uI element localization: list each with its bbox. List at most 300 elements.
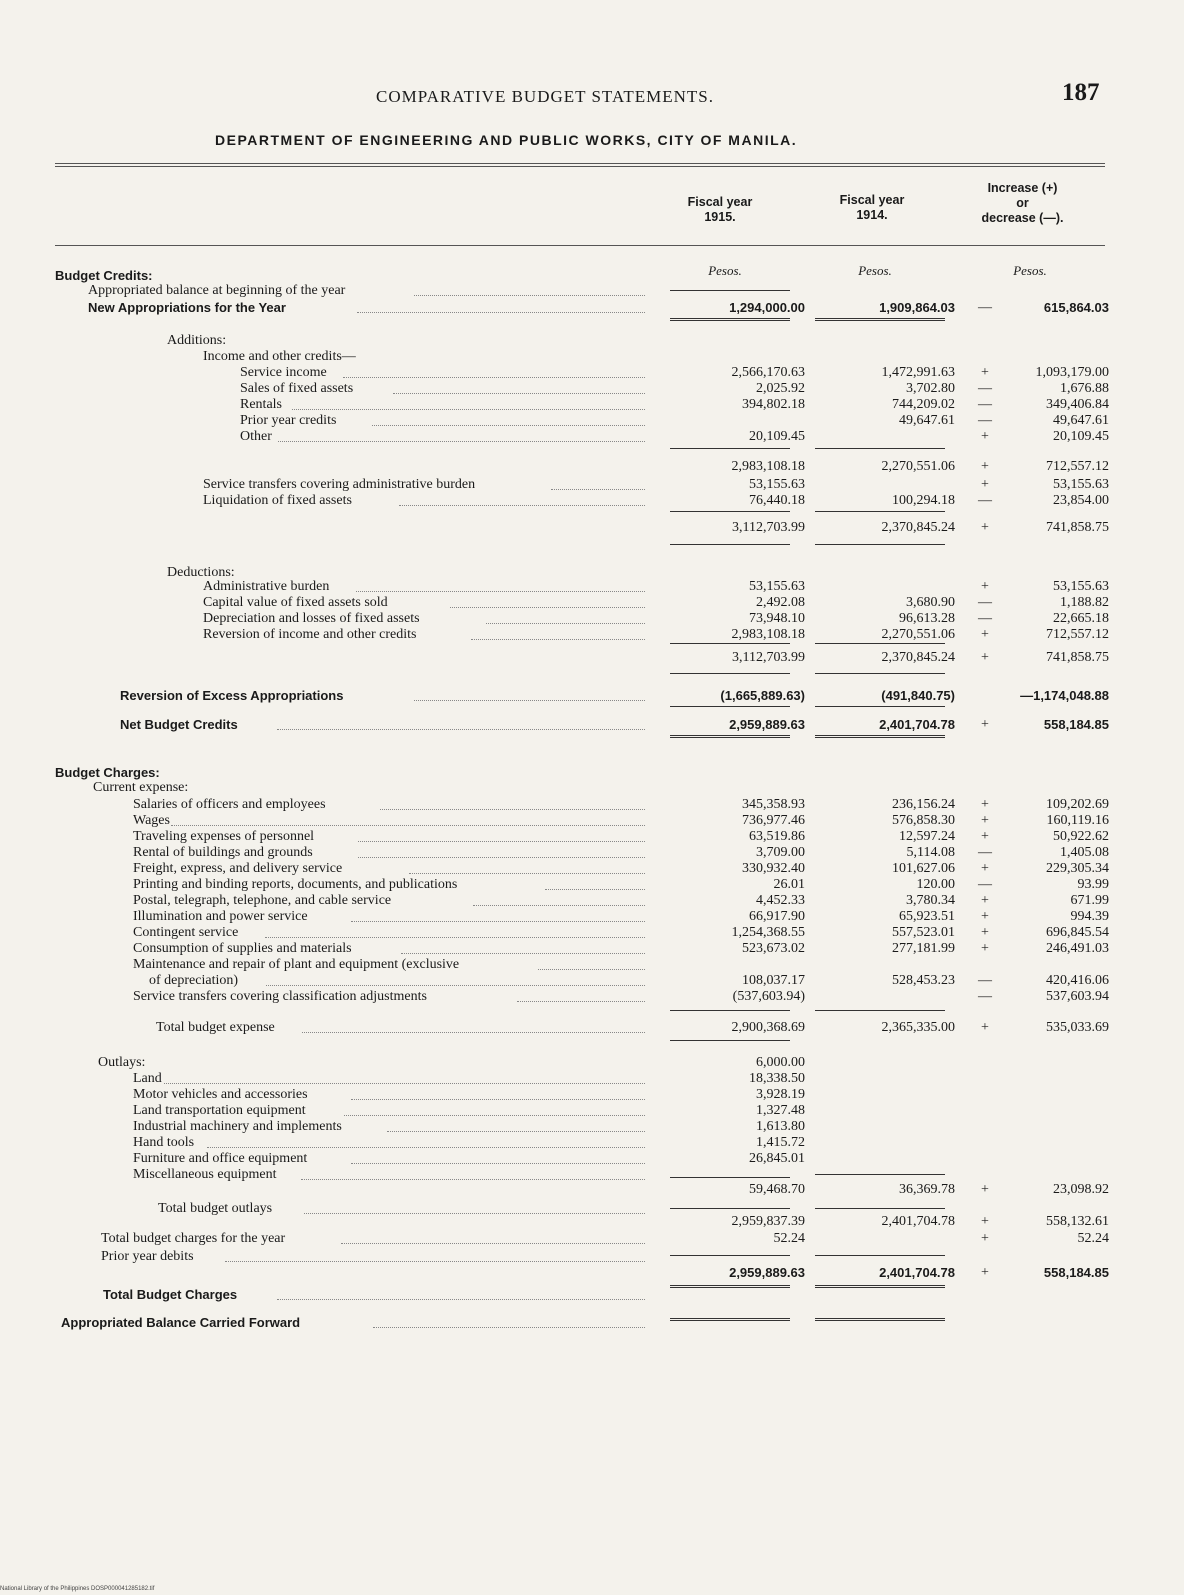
total-rule [670,290,790,291]
table-row [0,688,1184,704]
table-row [0,349,1184,365]
value-change: 20,109.45 [1053,429,1109,444]
table-row [0,989,1184,1005]
value-change: 558,184.85 [1043,1265,1109,1280]
value-1914: 96,613.28 [899,611,955,626]
dot-leader [358,845,645,858]
value-1915: 2,959,889.63 [729,717,805,732]
table-row [0,333,1184,349]
change-sign: — [978,413,992,428]
value-change: 50,922.62 [1053,829,1109,844]
total-rule [815,706,945,707]
row-label: Reversion of income and other credits [203,627,417,642]
value-change: 994.39 [1070,909,1109,924]
row-label: Rental of buildings and grounds [133,845,313,860]
table-row [0,1071,1184,1087]
row-label: Net Budget Credits [120,717,238,732]
change-sign: + [981,861,989,876]
row-label: Outlays: [98,1055,146,1070]
value-1915: 6,000.00 [756,1055,805,1070]
total-rule [670,1318,790,1321]
dot-leader [372,413,645,426]
change-sign: — [978,973,992,988]
column-header-change: Increase (+) or decrease (—). [981,181,1064,225]
table-row [0,381,1184,397]
table-row [0,1265,1184,1281]
table-row [0,520,1184,536]
value-1915: 18,338.50 [749,1071,805,1086]
value-1914: 2,401,704.78 [881,1214,955,1229]
value-1915: 2,959,837.39 [731,1214,805,1229]
value-1914: 3,680.90 [906,595,955,610]
value-1915: 2,566,170.63 [731,365,805,380]
row-label: Budget Charges: [55,765,160,780]
running-head [0,79,1184,111]
table-row [0,611,1184,627]
divider [55,245,1105,246]
change-sign: + [981,1231,989,1246]
total-rule [670,1010,790,1011]
value-change: 741,858.75 [1046,650,1109,665]
dot-leader [373,1315,645,1328]
table-row [0,1231,1184,1247]
row-label: Salaries of officers and employees [133,797,326,812]
table-row [0,459,1184,475]
total-rule [815,673,945,674]
change-sign: — [978,300,992,315]
row-label: Service income [240,365,327,380]
value-1914: 2,401,704.78 [879,717,955,732]
dot-leader [473,893,645,906]
dot-leader [164,1071,645,1084]
value-change: 535,033.69 [1046,1020,1109,1035]
dot-leader [277,717,645,730]
value-1915: 3,928.19 [756,1087,805,1102]
value-change: 229,305.34 [1046,861,1109,876]
row-label: Prior year debits [101,1249,194,1264]
row-label: Depreciation and losses of fixed assets [203,611,420,626]
change-sign: + [981,520,989,535]
value-1915: 59,468.70 [749,1182,805,1197]
row-label: Appropriated Balance Carried Forward [61,1315,301,1330]
change-sign: + [981,429,989,444]
dot-leader [551,477,645,490]
value-1915: 52.24 [773,1231,805,1246]
change-sign: + [981,893,989,908]
table-row [0,1135,1184,1151]
row-label: Illumination and power service [133,909,308,924]
column-header-1914: Fiscal year 1914. [839,193,905,222]
value-1915: 2,900,368.69 [731,1020,805,1035]
value-change: 741,858.75 [1046,520,1109,535]
table-row [0,1055,1184,1071]
table-row [0,861,1184,877]
value-1914: 2,370,845.24 [881,650,955,665]
running-title: COMPARATIVE BUDGET STATEMENTS. [376,87,714,106]
value-1914: 3,780.34 [906,893,955,908]
value-1914: 2,401,704.78 [879,1265,955,1280]
table-row [0,1087,1184,1103]
table-row [0,813,1184,829]
value-1915: 523,673.02 [742,941,805,956]
value-1915: 736,977.46 [742,813,805,828]
change-sign: — [978,595,992,610]
value-1915: 1,294,000.00 [729,300,805,315]
value-1914: 36,369.78 [899,1182,955,1197]
row-label: Hand tools [133,1135,195,1150]
table-row [0,429,1184,445]
total-rule [815,735,945,738]
dot-leader [414,283,645,296]
value-1915: 1,415.72 [756,1135,805,1150]
value-1914: 277,181.99 [892,941,955,956]
value-1914: 744,209.02 [892,397,955,412]
value-1914: 2,370,845.24 [881,520,955,535]
table-row [0,717,1184,733]
value-change: 1,093,179.00 [1035,365,1109,380]
change-sign: + [981,1182,989,1197]
value-1915: 2,983,108.18 [731,627,805,642]
row-label: Total Budget Charges [103,1287,238,1302]
total-rule [815,1255,945,1256]
value-1915: 1,254,368.55 [731,925,805,940]
change-sign: — [978,989,992,1004]
value-1914: 2,365,335.00 [881,1020,955,1035]
dot-leader [207,1135,645,1148]
dot-leader [266,973,645,986]
dot-leader [301,1167,645,1180]
total-rule [670,1285,790,1288]
value-change: 1,188.82 [1060,595,1109,610]
total-rule [670,706,790,707]
table-row [0,1119,1184,1135]
row-label: Total budget charges for the year [101,1231,286,1246]
value-change: 1,676.88 [1060,381,1109,396]
change-sign: + [981,813,989,828]
value-1915: 76,440.18 [749,493,805,508]
change-sign: + [981,459,989,474]
dot-leader [399,493,645,506]
row-label: Service transfers covering administrative burden [203,477,476,492]
table-row [0,1287,1184,1303]
value-1915: 3,112,703.99 [732,520,805,535]
value-1915: 1,327.48 [756,1103,805,1118]
value-1915: 1,613.80 [756,1119,805,1134]
dot-leader [471,627,645,640]
change-sign: — [978,611,992,626]
table-row [0,595,1184,611]
row-label: Additions: [167,333,227,348]
total-rule [815,1010,945,1011]
table-row [0,780,1184,796]
total-rule [670,448,790,449]
table-row [0,893,1184,909]
dot-leader [351,1087,645,1100]
dot-leader [278,429,645,442]
row-label: Furniture and office equipment [133,1151,308,1166]
row-label: Motor vehicles and accessories [133,1087,308,1102]
value-1915: (1,665,889.63) [720,688,805,703]
value-change: 615,864.03 [1043,300,1109,315]
value-change: 712,557.12 [1046,627,1109,642]
table-row [0,1103,1184,1119]
table-row [0,925,1184,941]
unit-label: Pesos. [858,263,892,278]
table-row [0,877,1184,893]
value-1914: 101,627.06 [892,861,955,876]
total-rule [815,1318,945,1321]
value-1915: 26,845.01 [749,1151,805,1166]
change-sign: + [981,925,989,940]
row-label: Liquidation of fixed assets [203,493,352,508]
value-1915: 2,025.92 [756,381,805,396]
table-row [0,1020,1184,1036]
total-rule [815,448,945,449]
value-change: 349,406.84 [1046,397,1109,412]
row-label: Miscellaneous equipment [133,1167,277,1182]
row-label: Rentals [240,397,282,412]
table-row [0,579,1184,595]
dot-leader [351,909,645,922]
change-sign: + [981,1265,989,1280]
table-row [0,941,1184,957]
table-row [0,397,1184,413]
total-rule [670,318,790,321]
total-rule [670,1208,790,1209]
table-row [0,1182,1184,1198]
change-sign: + [981,365,989,380]
change-sign: — [978,397,992,412]
table-row [0,493,1184,509]
table-row [0,413,1184,429]
table-row [0,1249,1184,1265]
value-1915: 345,358.93 [742,797,805,812]
change-sign: + [981,829,989,844]
value-1914: 2,270,551.06 [881,459,955,474]
value-1914: 1,909,864.03 [879,300,955,315]
row-label: Land transportation equipment [133,1103,306,1118]
value-1915: 2,492.08 [756,595,805,610]
footer-text: National Library of the Philippines DOSP000041285182.tif [0,1586,155,1592]
dot-leader [545,877,645,890]
total-rule [815,1285,945,1288]
value-1914: 236,156.24 [892,797,955,812]
table-row [0,909,1184,925]
value-1915: 63,519.86 [749,829,805,844]
row-label: New Appropriations for the Year [88,300,286,315]
page-number: 187 [1062,79,1100,106]
row-label: Administrative burden [203,579,330,594]
row-label: Sales of fixed assets [240,381,354,396]
change-sign: — [978,877,992,892]
total-rule [815,1208,945,1209]
dot-leader [277,1287,645,1300]
dot-leader [341,1231,645,1244]
row-label: Consumption of supplies and materials [133,941,352,956]
change-sign: — [978,381,992,396]
row-label: Income and other credits— [203,349,356,364]
total-rule [815,643,945,644]
change-sign: + [981,1020,989,1035]
row-label: Wages [133,813,170,828]
dot-leader [387,1119,645,1132]
table-row [0,829,1184,845]
total-rule [815,1174,945,1175]
value-1915: 53,155.63 [749,579,805,594]
change-sign: + [981,941,989,956]
total-rule [670,1177,790,1178]
change-sign: + [981,477,989,492]
dot-leader [358,829,645,842]
row-label: Appropriated balance at beginning of the year [88,283,346,298]
value-1915: 330,932.40 [742,861,805,876]
dot-leader [401,941,645,954]
value-change: 671.99 [1070,893,1109,908]
row-label: Total budget expense [156,1020,275,1035]
dot-leader [517,989,645,1002]
value-1915: 108,037.17 [742,973,805,988]
change-sign: + [981,909,989,924]
value-change: 53,155.63 [1053,477,1109,492]
row-label: Freight, express, and delivery service [133,861,343,876]
row-label: Traveling expenses of personnel [133,829,315,844]
dot-leader [538,957,645,970]
dot-leader [292,397,645,410]
unit-label: Pesos. [1013,263,1047,278]
row-label: Prior year credits [240,413,337,428]
table-row [0,957,1184,973]
change-sign: + [981,717,989,732]
row-label: Capital value of fixed assets sold [203,595,388,610]
table-row [0,627,1184,643]
value-1915: 20,109.45 [749,429,805,444]
value-1914: 12,597.24 [899,829,955,844]
table-row [0,973,1184,989]
total-rule [670,511,790,512]
total-rule [670,673,790,674]
value-1915: 53,155.63 [749,477,805,492]
value-1914: (491,840.75) [881,688,955,703]
value-change: 53,155.63 [1053,579,1109,594]
value-1914: 576,858.30 [892,813,955,828]
value-1915: 66,917.90 [749,909,805,924]
value-1914: 65,923.51 [899,909,955,924]
table-row [0,1151,1184,1167]
table-row [0,300,1184,316]
total-rule [670,643,790,644]
table-row [0,268,1184,284]
change-sign: — [978,845,992,860]
value-change: 22,665.18 [1053,611,1109,626]
value-change: 23,098.92 [1053,1182,1109,1197]
row-label: Deductions: [167,565,235,580]
dot-leader [265,925,645,938]
row-label: Reversion of Excess Appropriations [120,688,344,703]
value-1914: 528,453.23 [892,973,955,988]
dot-leader [304,1201,645,1214]
total-rule [670,1255,790,1256]
row-label: Land [133,1071,162,1086]
value-change: 93.99 [1077,877,1109,892]
value-1914: 3,702.80 [906,381,955,396]
row-label: Postal, telegraph, telephone, and cable service [133,893,392,908]
value-1915: 73,948.10 [749,611,805,626]
row-label: Industrial machinery and implements [133,1119,342,1134]
table-row [0,1167,1184,1183]
row-label: Service transfers covering classification adjustments [133,989,427,1004]
dot-leader [356,579,645,592]
table-row [0,650,1184,666]
department-title: DEPARTMENT OF ENGINEERING AND PUBLIC WORKS, CITY OF MANILA. [215,132,798,148]
change-sign: + [981,579,989,594]
value-1914: 557,523.01 [892,925,955,940]
dot-leader [225,1249,645,1262]
table-row [0,365,1184,381]
dot-leader [393,381,645,394]
change-sign: + [981,627,989,642]
value-change: 558,132.61 [1046,1214,1109,1229]
row-label: Current expense: [93,780,189,795]
value-1914: 49,647.61 [899,413,955,428]
total-rule [815,511,945,512]
dot-leader [414,688,645,701]
table-row [0,283,1184,299]
dot-leader [380,797,645,810]
table-row [0,845,1184,861]
value-change: 537,603.94 [1046,989,1109,1004]
row-label: Total budget outlays [158,1201,273,1216]
row-label: Printing and binding reports, documents, and publications [133,877,458,892]
value-1915: 4,452.33 [756,893,805,908]
dot-leader [343,365,645,378]
value-1915: 2,983,108.18 [731,459,805,474]
dot-leader [357,300,645,313]
change-sign: + [981,797,989,812]
divider [55,166,1105,167]
table-row [0,477,1184,493]
dot-leader [486,611,645,624]
value-1915: 26.01 [773,877,805,892]
value-change: 52.24 [1077,1231,1109,1246]
dot-leader [344,1103,645,1116]
value-change: 712,557.12 [1046,459,1109,474]
value-change: 246,491.03 [1046,941,1109,956]
row-label: of depreciation) [149,973,239,988]
total-rule [815,318,945,321]
value-1914: 1,472,991.63 [881,365,955,380]
value-change: —1,174,048.88 [1020,688,1109,703]
value-1915: 2,959,889.63 [729,1265,805,1280]
value-1914: 120.00 [916,877,955,892]
change-sign: — [978,493,992,508]
value-change: 109,202.69 [1046,797,1109,812]
table-row [0,1214,1184,1230]
table-row [0,765,1184,781]
row-label: Contingent service [133,925,239,940]
table-row [0,1315,1184,1331]
row-label: Other [240,429,272,444]
dot-leader [409,861,645,874]
total-rule [815,544,945,545]
value-change: 49,647.61 [1053,413,1109,428]
value-1915: (537,603.94) [732,989,805,1004]
value-1914: 100,294.18 [892,493,955,508]
value-change: 420,416.06 [1046,973,1109,988]
total-rule [670,544,790,545]
value-1915: 3,112,703.99 [732,650,805,665]
total-rule [670,1040,790,1041]
row-label: Budget Credits: [55,268,153,283]
